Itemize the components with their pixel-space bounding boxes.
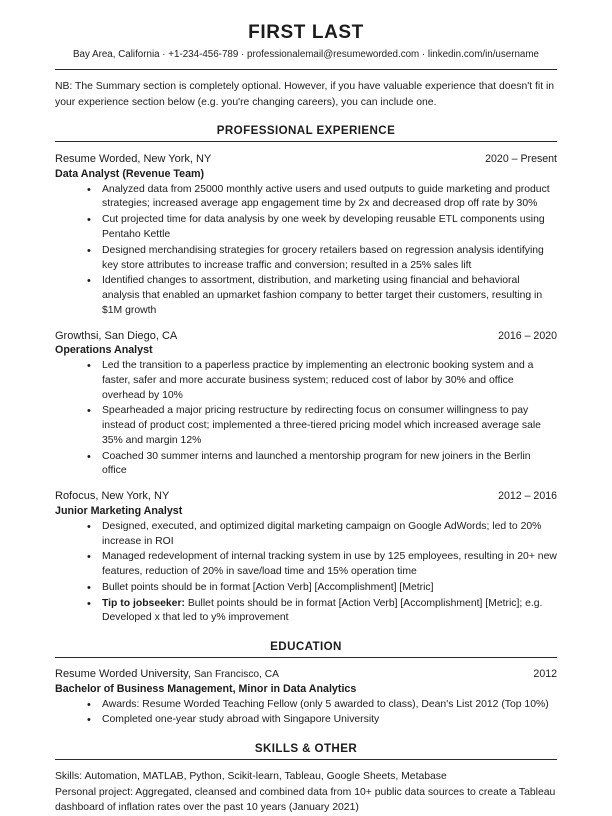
bullet-item: • Managed redevelopment of internal tracking system in use by 125 employees, resulting in 20+ new features, reduction of 20% in save/load time and 15% operation time [102, 550, 557, 580]
bullet-item: • Led the transition to a paperless practice by implementing an electronic booking system and a faster, safer and more accurate business system; reduced cost of labor by 30% and office overhead by 10% [102, 359, 557, 403]
job-title: Operations Analyst [55, 344, 153, 357]
section-title-education: EDUCATION [55, 640, 557, 658]
bullet-list [55, 183, 557, 319]
degree-title: Bachelor of Business Management, Minor in Data Analytics [55, 682, 357, 695]
company-name: Growthsi, San Diego, CA [55, 329, 178, 342]
education-entry [55, 668, 557, 728]
header-divider [55, 69, 557, 70]
job-entry-growthsi [55, 330, 557, 480]
bullet-item: • Completed one-year study abroad with Singapore University [102, 713, 557, 728]
bullet-item: • Coached 30 summer interns and launched a mentorship program for new joiners in the Berlin office [102, 450, 557, 480]
bullet-item: • Cut projected time for data analysis by one week by developing reusable ETL components using Pentaho Kettle [102, 213, 557, 243]
bullet-item: • Bullet points should be in format [Action Verb] [Accomplishment] [Metric] [102, 581, 557, 596]
university-location: San Francisco, CA [193, 669, 279, 681]
bullet-list [55, 520, 557, 626]
bullet-item: • Analyzed data from 25000 monthly active users and used outputs to guide marketing and product strategies; increased average app engagement time by 2x and decreased drop off rate by 30% [102, 183, 557, 213]
resume-name: FIRST LAST [248, 22, 364, 43]
skills-block [55, 769, 557, 816]
education-header [55, 668, 557, 680]
education-dates: 2012 [533, 668, 557, 681]
job-header [55, 490, 557, 502]
section-title-skills: SKILLS & OTHER [55, 742, 557, 760]
job-dates: 2020 – Present [485, 153, 557, 166]
job-dates: 2016 – 2020 [498, 329, 557, 342]
bullet-item: • Designed merchandising strategies for grocery retailers based on regression analysis identifying key store attributes to increase traffic and conversion; resulted in a 25% sales lift [102, 244, 557, 274]
job-header [55, 330, 557, 342]
contact-line: Bay Area, California · +1-234-456-789 · professionalemail@resumeworded.com · linkedin.com/in/username [73, 49, 539, 60]
university-name: Resume Worded University, [55, 668, 191, 681]
bullet-item: • Spearheaded a major pricing restructure by redirecting focus on consumer willingness to pay instead of product cost; implemented a three-tiered pricing model which increased average sale 35% and margin 12% [102, 404, 557, 448]
skills-line: Skills: Automation, MATLAB, Python, Scikit-learn, Tableau, Google Sheets, Metabase [55, 771, 447, 783]
summary-note: NB: The Summary section is completely optional. However, if you have valuable experience that doesn't fit in your experience section below (e.g. you're changing careers), you can include one. [55, 81, 555, 108]
personal-project-line: Personal project: Aggregated, cleansed and combined data from 10+ public data sources to create a Tableau dashboard of inflation rates over the past 10 years (January 2021) [55, 786, 556, 814]
job-title: Data Analyst (Revenue Team) [55, 167, 205, 180]
section-title-experience: PROFESSIONAL EXPERIENCE [55, 124, 557, 142]
bullet-bold-prefix: Tip to jobseeker: [102, 597, 185, 609]
company-name: Rofocus, New York, NY [55, 490, 170, 503]
university-line [55, 668, 279, 680]
job-dates: 2012 – 2016 [498, 490, 557, 503]
bullet-list [55, 698, 557, 729]
bullet-item: • Tip to jobseeker: Bullet points should be in format [Action Verb] [Accomplishment] [Metric]; e.g. Developed x that led to y% improvement [102, 597, 557, 627]
bullet-item: • Awards: Resume Worded Teaching Fellow (only 5 awarded to class), Dean's List 2012 (Top 10%) [102, 698, 557, 713]
job-entry-resume-worded [55, 153, 557, 318]
bullet-item: • Designed, executed, and optimized digital marketing campaign on Google AdWords; led to 20% increase in ROI [102, 520, 557, 550]
job-title: Junior Marketing Analyst [55, 504, 183, 517]
bullet-item: • Identified changes to assortment, distribution, and marketing using financial and behavioral analysis that enabled an upmarket fashion company to better target their customers, resulting in $1M growth [102, 274, 557, 318]
bullet-list [55, 359, 557, 479]
job-entry-rofocus [55, 490, 557, 626]
company-name: Resume Worded, New York, NY [55, 153, 212, 166]
job-header [55, 153, 557, 165]
